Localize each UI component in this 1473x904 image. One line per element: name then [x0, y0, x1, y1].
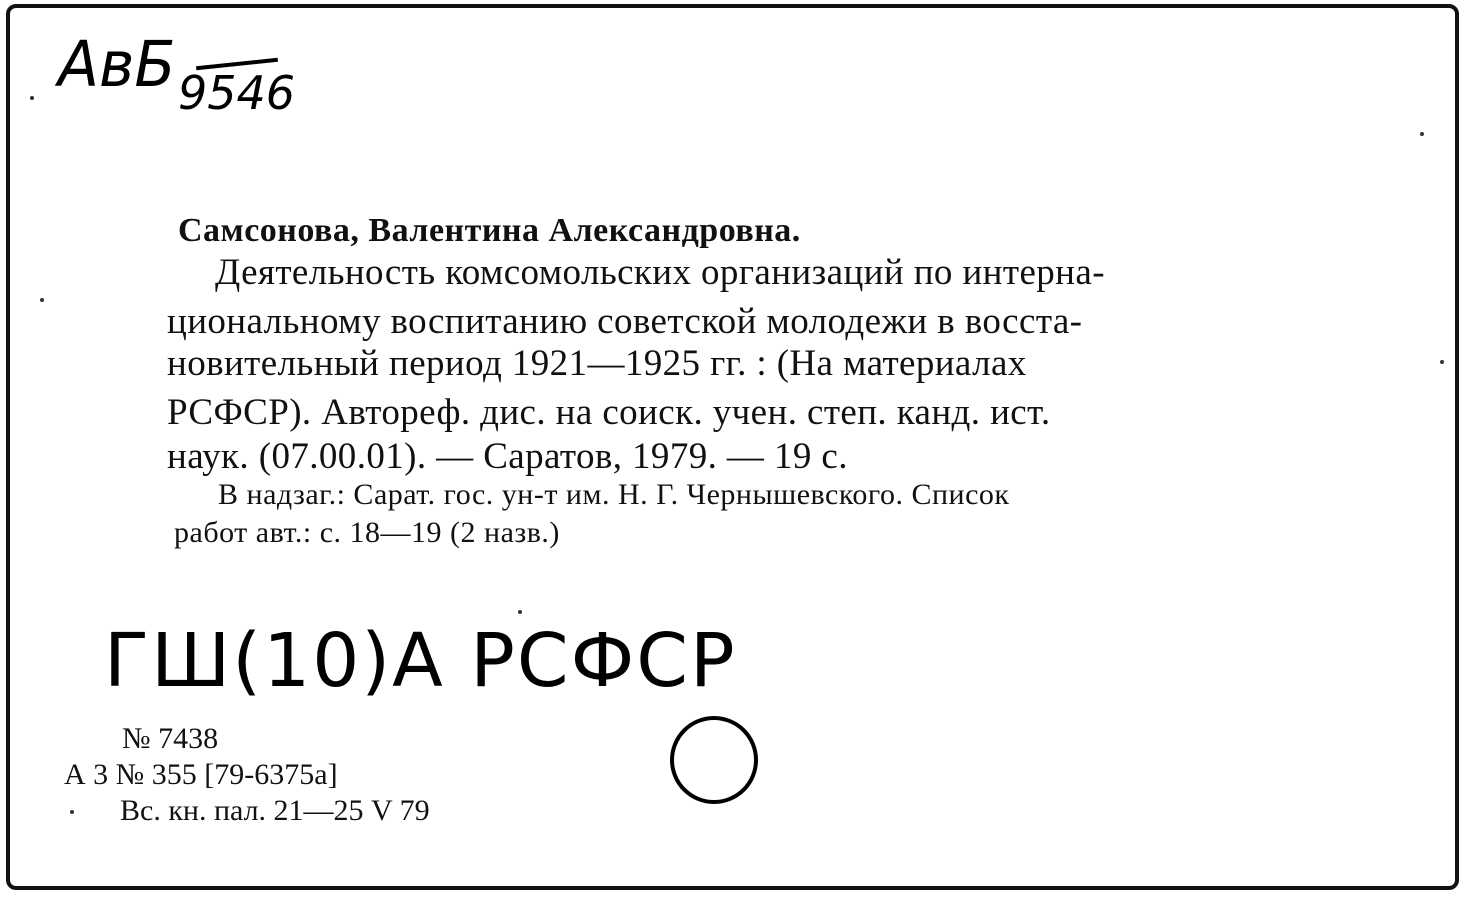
speck-mark	[40, 298, 44, 302]
title-line-5: наук. (07.00.01). — Саратов, 1979. — 19 с.	[167, 436, 848, 477]
printer-line: Вс. кн. пал. 21—25 V 79	[120, 794, 430, 827]
title-line-2: циональному воспитанию советской молодежи в восста-	[167, 301, 1083, 342]
note-line-1: В надзаг.: Сарат. гос. ун-т им. Н. Г. Чернышевского. Список	[218, 478, 1010, 511]
title-line-3: новительный период 1921—1925 гг. : (На материалах	[167, 343, 1027, 384]
punch-circle-icon	[670, 716, 758, 804]
order-line: А 3 № 355 [79-6375а]	[64, 758, 338, 791]
note-line-2: работ авт.: с. 18—19 (2 назв.)	[174, 516, 560, 549]
speck-mark	[70, 810, 74, 814]
title-line-4: РСФСР). Автореф. дис. на соиск. учен. степ. канд. ист.	[167, 392, 1051, 433]
speck-mark	[30, 96, 34, 100]
speck-mark	[1440, 360, 1444, 364]
speck-mark	[1420, 132, 1424, 136]
handwritten-code-letters: АвБ	[58, 28, 176, 102]
handwritten-code-number: 9546	[178, 66, 296, 120]
handwritten-shelfmark: ГШ(10)А РСФСР	[104, 618, 737, 704]
record-number: № 7438	[122, 722, 219, 755]
speck-mark	[518, 610, 522, 614]
title-line-1: Деятельность комсомольских организаций по интерна-	[215, 252, 1105, 293]
author-name: Самсонова, Валентина Александровна.	[178, 212, 801, 249]
